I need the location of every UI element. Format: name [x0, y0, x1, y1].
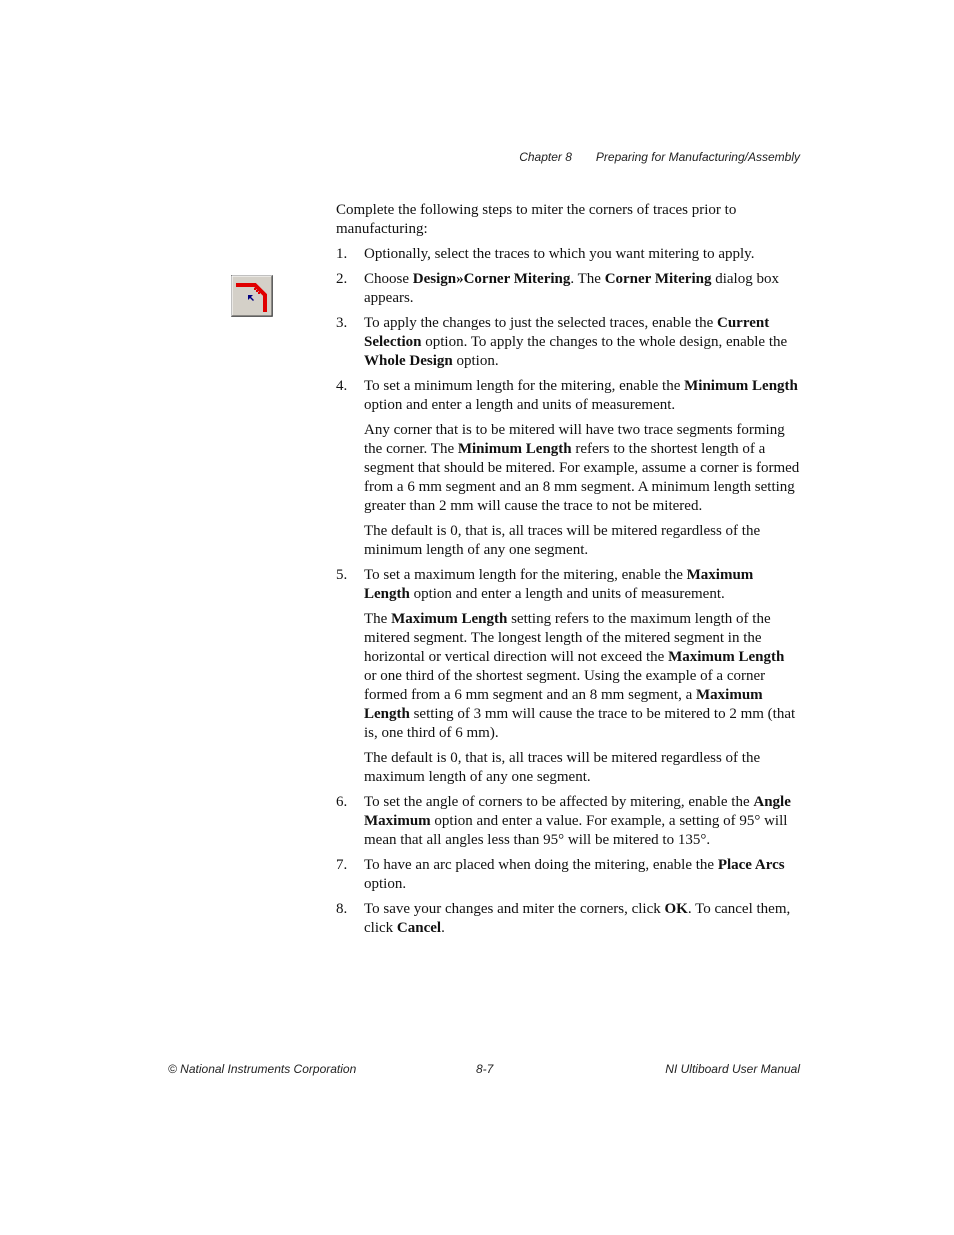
- text-run: option. To apply the changes to the whole design, enable the: [421, 334, 788, 350]
- footer-manual-title: NI Ultiboard User Manual: [665, 1062, 800, 1076]
- text-run: To have an arc placed when doing the mitering, enable the: [364, 857, 718, 873]
- step-number: 5.: [336, 567, 348, 583]
- step-body: [364, 245, 800, 264]
- step-body: [364, 566, 800, 787]
- bold-term: Maximum Length: [364, 687, 763, 722]
- main-content: [336, 201, 800, 944]
- step-paragraph: [364, 377, 800, 415]
- text-run: dialog box appears.: [364, 271, 779, 306]
- header-chapter: Chapter 8: [519, 150, 572, 164]
- step-number: 2.: [336, 271, 348, 287]
- step-item: [336, 270, 800, 308]
- step-paragraph: [364, 856, 800, 894]
- step-number: 3.: [336, 315, 348, 331]
- step-body: [364, 856, 800, 894]
- text-run: option and enter a value. For example, a setting of 95° will mean that all angles less than 95° will be mitered to 135°.: [364, 813, 788, 848]
- text-run: setting refers to the maximum length of the mitered segment. The longest length of the mitered segment in the horizontal or vertical direction will not exceed the: [364, 611, 771, 665]
- steps-list: [336, 245, 800, 938]
- bold-term: Angle Maximum: [364, 794, 791, 829]
- step-item: [336, 377, 800, 560]
- step-item: [336, 900, 800, 938]
- intro-paragraph: Complete the following steps to miter the corners of traces prior to manufacturing:: [336, 202, 737, 237]
- step-body: [364, 793, 800, 850]
- step-body: [364, 314, 800, 371]
- bold-term: Whole Design: [364, 353, 453, 369]
- text-run: Optionally, select the traces to which you want mitering to apply.: [364, 246, 755, 262]
- text-run: option.: [452, 353, 499, 369]
- bold-term: Maximum Length: [391, 611, 508, 627]
- step-paragraph: [364, 522, 800, 560]
- text-run: Any corner that is to be mitered will have two trace segments forming the corner. The: [364, 422, 785, 457]
- text-run: To apply the changes to just the selected traces, enable the: [364, 315, 717, 331]
- step-number: 1.: [336, 246, 348, 262]
- step-item: [336, 793, 800, 850]
- step-paragraph: [364, 749, 800, 787]
- step-number: 7.: [336, 857, 348, 873]
- bold-term: Cancel: [396, 920, 442, 936]
- corner-mitering-icon: [231, 275, 273, 317]
- step-paragraph: [364, 270, 800, 308]
- bold-term: Design»Corner Mitering: [412, 271, 571, 287]
- step-number: 8.: [336, 901, 348, 917]
- bold-term: Maximum Length: [668, 649, 785, 665]
- text-run: refers to the shortest length of a segment that should be mitered. For example, assume a corner is formed from a 6 mm segment and an 8 mm segment. A minimum length setting greater than 2 mm will cause the trace to not be mitered.: [364, 441, 800, 514]
- step-paragraph: [364, 900, 800, 938]
- text-run: option and enter a length and units of measurement.: [364, 397, 676, 413]
- text-run: To set a minimum length for the mitering, enable the: [364, 378, 685, 394]
- text-run: The default is 0, that is, all traces will be mitered regardless of the minimum length of any one segment.: [364, 523, 761, 558]
- step-paragraph: [364, 245, 800, 264]
- footer-copyright: © National Instruments Corporation: [168, 1062, 357, 1076]
- step-item: [336, 566, 800, 787]
- bold-term: Current Selection: [364, 315, 770, 350]
- text-run: To set a maximum length for the mitering, enable the: [364, 567, 687, 583]
- bold-term: Maximum Length: [364, 567, 754, 602]
- bold-term: Minimum Length: [684, 378, 798, 394]
- text-run: . To cancel them, click: [364, 901, 791, 936]
- text-run: To save your changes and miter the corners, click: [364, 901, 665, 917]
- bold-term: Corner Mitering: [604, 271, 712, 287]
- text-run: To set the angle of corners to be affected by mitering, enable the: [364, 794, 754, 810]
- step-paragraph: [364, 793, 800, 850]
- step-number: 6.: [336, 794, 348, 810]
- step-item: [336, 856, 800, 894]
- step-paragraph: [364, 610, 800, 743]
- step-item: [336, 245, 800, 264]
- running-header: [519, 150, 800, 164]
- step-body: [364, 270, 800, 308]
- text-run: setting of 3 mm will cause the trace to be mitered to 2 mm (that is, one third of 6 mm).: [364, 706, 796, 741]
- step-paragraph: [364, 566, 800, 604]
- bold-term: OK: [664, 901, 688, 917]
- step-body: [364, 900, 800, 938]
- text-run: option and enter a length and units of measurement.: [409, 586, 725, 602]
- header-title: Preparing for Manufacturing/Assembly: [595, 150, 800, 164]
- text-run: The: [364, 611, 392, 627]
- text-run: option.: [364, 876, 407, 892]
- text-run: . The: [570, 271, 605, 287]
- text-run: .: [441, 920, 445, 936]
- step-body: [364, 377, 800, 560]
- footer-page-number: 8-7: [476, 1062, 494, 1076]
- text-run: or one third of the shortest segment. Using the example of a corner formed from a 6 mm segment and an 8 mm segment, a: [364, 668, 766, 703]
- text-run: Choose: [364, 271, 413, 287]
- bold-term: Minimum Length: [457, 441, 572, 457]
- step-number: 4.: [336, 378, 348, 394]
- text-run: The default is 0, that is, all traces will be mitered regardless of the maximum length of any one segment.: [364, 750, 761, 785]
- step-paragraph: [364, 421, 800, 516]
- step-item: [336, 314, 800, 371]
- step-paragraph: [364, 314, 800, 371]
- bold-term: Place Arcs: [717, 857, 785, 873]
